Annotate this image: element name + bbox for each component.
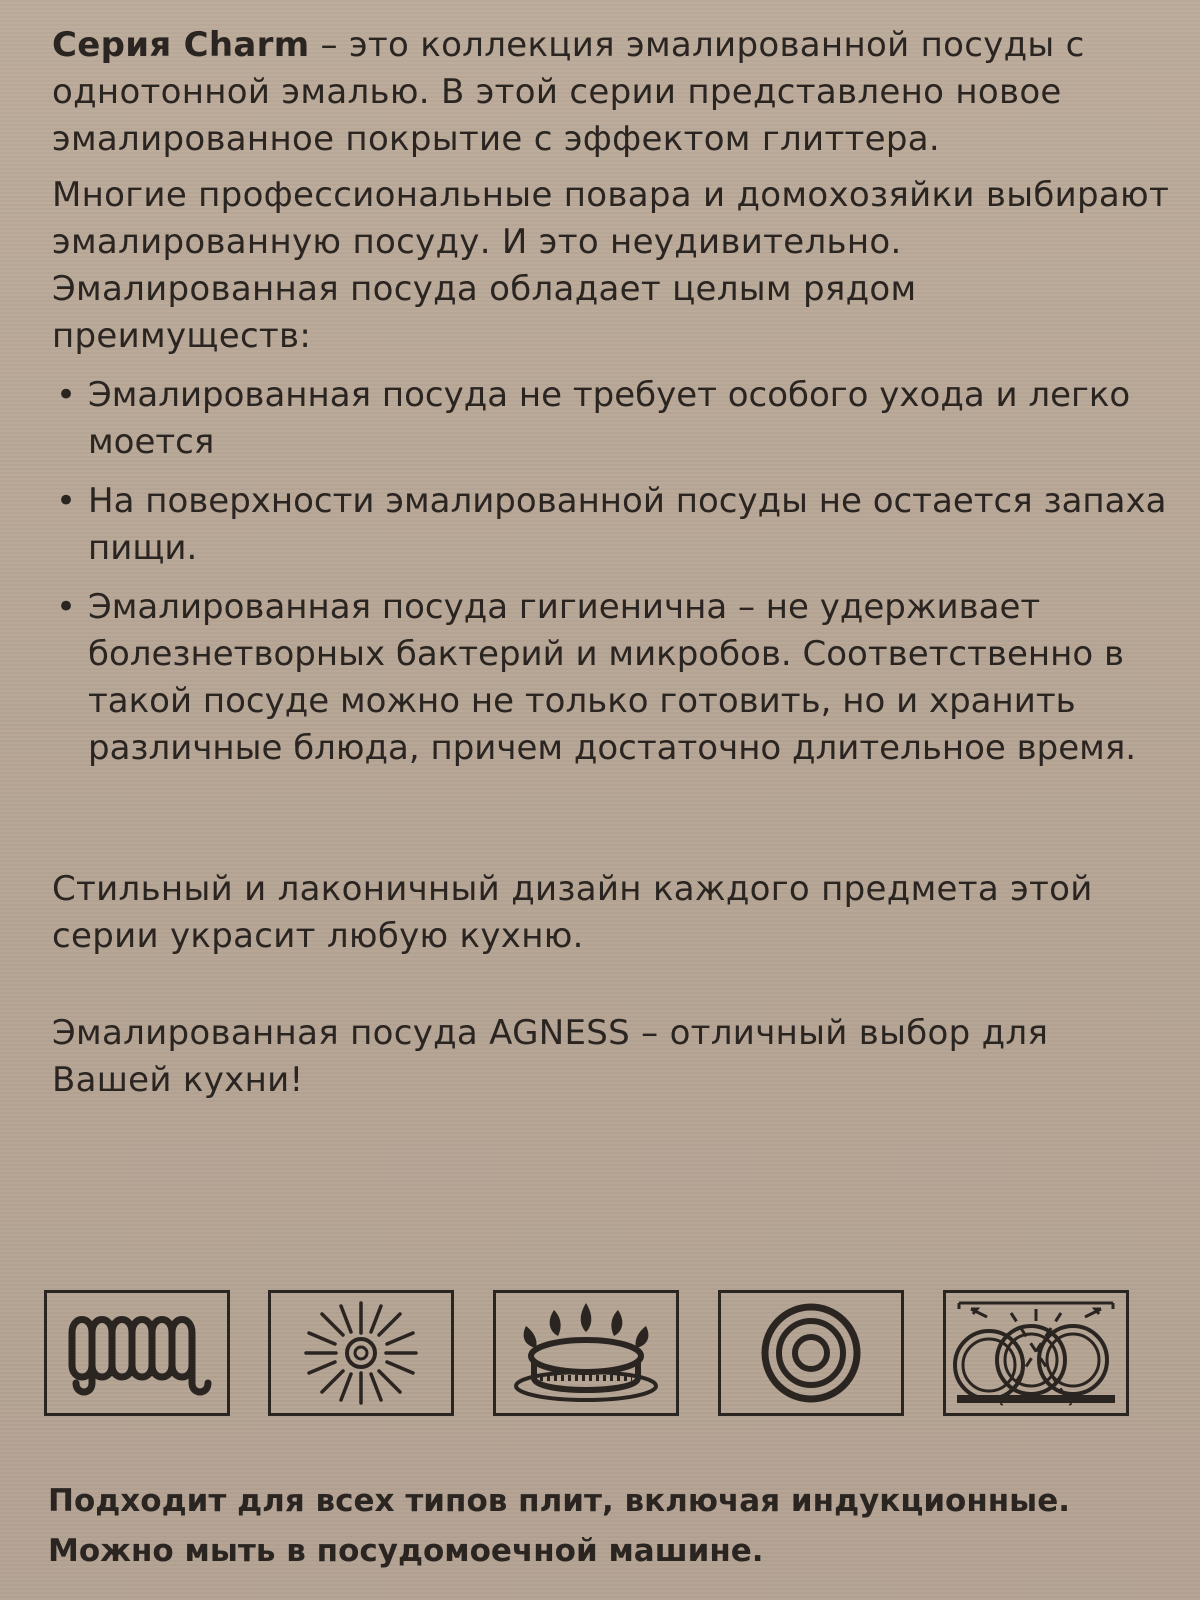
advantages-list bbox=[52, 372, 1172, 784]
advantages-intro-text: Многие профессиональные повара и домохозяйки выбирают эмалированную посуду. И это неудивительно. Эмалированная посуда обладает целым рядом преимуществ: bbox=[52, 175, 1170, 356]
advantages-intro-paragraph bbox=[52, 172, 1172, 360]
bullet-marker: • bbox=[56, 481, 77, 521]
list-item bbox=[52, 478, 1172, 572]
footer-notes bbox=[48, 1476, 1168, 1576]
bullet-marker: • bbox=[56, 375, 77, 415]
gas-stove-icon bbox=[493, 1290, 679, 1416]
induction-stove-icon bbox=[718, 1290, 904, 1416]
design-text: Стильный и лаконичный дизайн каждого предмета этой серии украсит любую кухню. bbox=[52, 869, 1093, 956]
list-item-text: На поверхности эмалированной посуды не остается запаха пищи. bbox=[88, 481, 1167, 568]
list-item bbox=[52, 584, 1172, 772]
design-paragraph bbox=[52, 866, 1172, 960]
list-item bbox=[52, 372, 1172, 466]
closing-paragraph bbox=[52, 1010, 1172, 1104]
halogen-stove-icon bbox=[268, 1290, 454, 1416]
list-item-text: Эмалированная посуда гигиенична – не удерживает болезнетворных бактерий и микробов. Соответственно в такой посуде можно не только готовить, но и хранить различные блюда, причем достаточно длительное время. bbox=[88, 587, 1137, 768]
electric-coil-stove-icon bbox=[44, 1290, 230, 1416]
dishwasher-note: Можно мыть в посудомоечной машине. bbox=[48, 1533, 764, 1569]
closing-text: Эмалированная посуда AGNESS – отличный выбор для Вашей кухни! bbox=[52, 1013, 1049, 1100]
series-title: Серия Charm bbox=[52, 25, 310, 65]
compatibility-note: Подходит для всех типов плит, включая индукционные. bbox=[48, 1483, 1071, 1519]
bullet-marker: • bbox=[56, 587, 77, 627]
dishwasher-icon bbox=[943, 1290, 1129, 1416]
list-item-text: Эмалированная посуда не требует особого ухода и легко моется bbox=[88, 375, 1131, 462]
intro-paragraph bbox=[52, 22, 1172, 163]
intro-text: – это коллекция эмалированной посуды с однотонной эмалью. В этой серии представлено новое эмалированное покрытие с эффектом глиттера. bbox=[52, 25, 1085, 159]
stove-compatibility-icons bbox=[44, 1290, 1144, 1422]
